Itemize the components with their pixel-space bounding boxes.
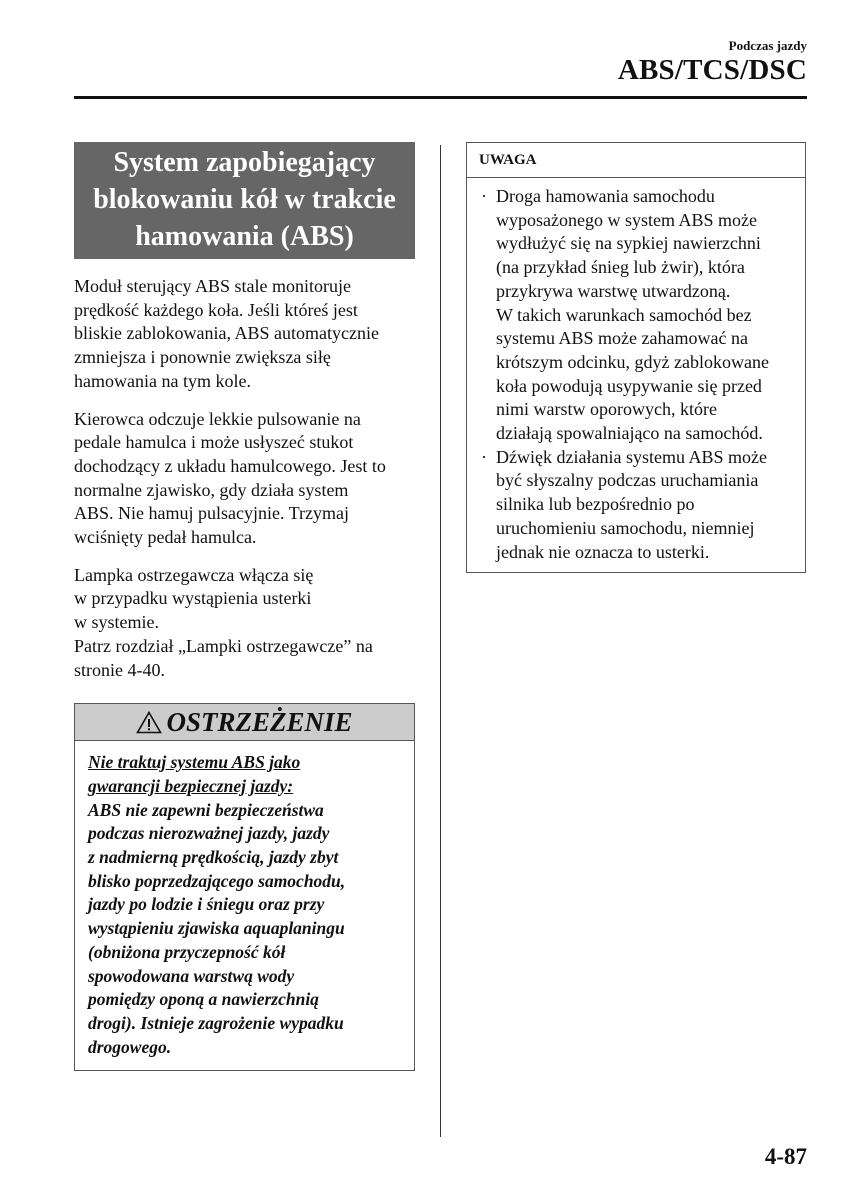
page-title: ABS/TCS/DSC (617, 54, 807, 86)
paragraph-pedal-pulsing (74, 408, 415, 550)
warning-title: OSTRZEŻENIE (166, 706, 353, 737)
text-line: ABS. Nie hamuj pulsacyjnie. Trzymaj (74, 503, 349, 524)
text-line: (obniżona przyczepność kół (88, 941, 286, 962)
text-line: w przypadku wystąpienia usterki (74, 588, 312, 609)
header-rule (74, 96, 807, 99)
text-line: gwarancji bezpiecznej jazdy: (88, 775, 294, 796)
text-line: dochodzący z układu hamulcowego. Jest to (74, 455, 386, 476)
text-line: uruchomieniu samochodu, niemniej (496, 517, 755, 538)
note-item (477, 446, 795, 565)
text-line: blisko poprzedzającego samochodu, (88, 870, 346, 891)
section-title-line: System zapobiegający (113, 147, 376, 178)
text-line: pedale hamulca i może usłyszeć stukot (74, 432, 354, 453)
warning-header (75, 704, 414, 741)
text-line: prędkość każdego koła. Jeśli któreś jest (74, 299, 358, 320)
note-body (467, 178, 805, 572)
text-line: jazdy po lodzie i śniegu oraz przy (88, 894, 325, 915)
column-divider (440, 145, 441, 1137)
text-line: koła powodują usypywanie się przed (496, 375, 762, 396)
section-title-line: hamowania (ABS) (135, 221, 354, 252)
text-line: podczas nierozważnej jazdy, jazdy (88, 823, 330, 844)
section-title (74, 142, 415, 259)
text-line: silnika lub bezpośrednio po (496, 494, 695, 515)
text-line: Dźwięk działania systemu ABS może (496, 446, 767, 467)
warning-body (75, 741, 414, 1070)
bullet-icon: · (481, 446, 487, 467)
text-line: Moduł sterujący ABS stale monitoruje (74, 276, 351, 296)
text-line: drogowego. (88, 1036, 172, 1057)
text-line: bliskie zablokowania, ABS automatycznie (74, 323, 379, 344)
text-line: Kierowca odczuje lekkie pulsowanie na (74, 408, 361, 429)
text-line: przykrywa warstwę utwardzoną. (496, 280, 731, 301)
text-line: wydłużyć się na sypkiej nawierzchni (496, 233, 761, 254)
paragraph-abs-monitoring (74, 275, 415, 394)
text-line: normalne zjawisko, gdy działa system (74, 479, 349, 500)
text-line: krótszym odcinku, gdyż zablokowane (496, 351, 769, 372)
warning-triangle-icon (136, 711, 162, 734)
warning-text (88, 799, 400, 1060)
text-line: drogi). Istnieje zagrożenie wypadku (88, 1012, 344, 1033)
text-line: nimi warstw oporowych, które (496, 399, 717, 420)
page-number: 4-87 (764, 1144, 807, 1169)
paragraph-warning-lamp (74, 564, 415, 683)
chapter-subtitle: Podczas jazdy (728, 38, 807, 53)
section-title-line: blokowaniu kół w trakcie (93, 184, 396, 215)
text-line: w systemie. (74, 612, 159, 633)
left-column (74, 142, 415, 1071)
right-column (466, 142, 806, 573)
text-line: (na przykład śnieg lub żwir), która (496, 257, 745, 278)
text-line: jednak nie oznacza to usterki. (496, 541, 710, 562)
text-line: stronie 4-40. (74, 659, 165, 680)
text-line: Droga hamowania samochodu (496, 186, 715, 206)
text-line: W takich warunkach samochód bez (496, 304, 752, 325)
text-line: wyposażonego w system ABS może (496, 209, 757, 230)
text-line: zmniejsza i ponownie zwiększa siłę (74, 347, 331, 368)
warning-heading (88, 751, 400, 798)
text-line: ABS nie zapewni bezpieczeństwa (88, 799, 324, 820)
bullet-icon: · (481, 186, 487, 206)
text-line: pomiędzy oponą a nawierzchnią (88, 989, 319, 1010)
text-line: spowodowana warstwą wody (88, 965, 295, 986)
text-line: Lampka ostrzegawcza włącza się (74, 564, 314, 585)
text-line: być słyszalny podczas uruchamiania (496, 470, 759, 491)
text-line: hamowania na tym kole. (74, 370, 251, 391)
note-title: UWAGA (467, 143, 805, 178)
note-box (466, 142, 806, 573)
text-line: wystąpieniu zjawiska aquaplaningu (88, 918, 345, 939)
text-line: wciśnięty pedał hamulca. (74, 527, 257, 548)
text-line: Patrz rozdział „Lampki ostrzegawcze” na (74, 635, 373, 656)
text-line: z nadmierną prędkością, jazdy zbyt (88, 847, 339, 868)
note-item (477, 185, 795, 446)
text-line: systemu ABS może zahamować na (496, 328, 748, 349)
text-line: działają spowalniająco na samochód. (496, 423, 763, 444)
text-line: Nie traktuj systemu ABS jako (88, 752, 301, 773)
warning-box (74, 703, 415, 1071)
